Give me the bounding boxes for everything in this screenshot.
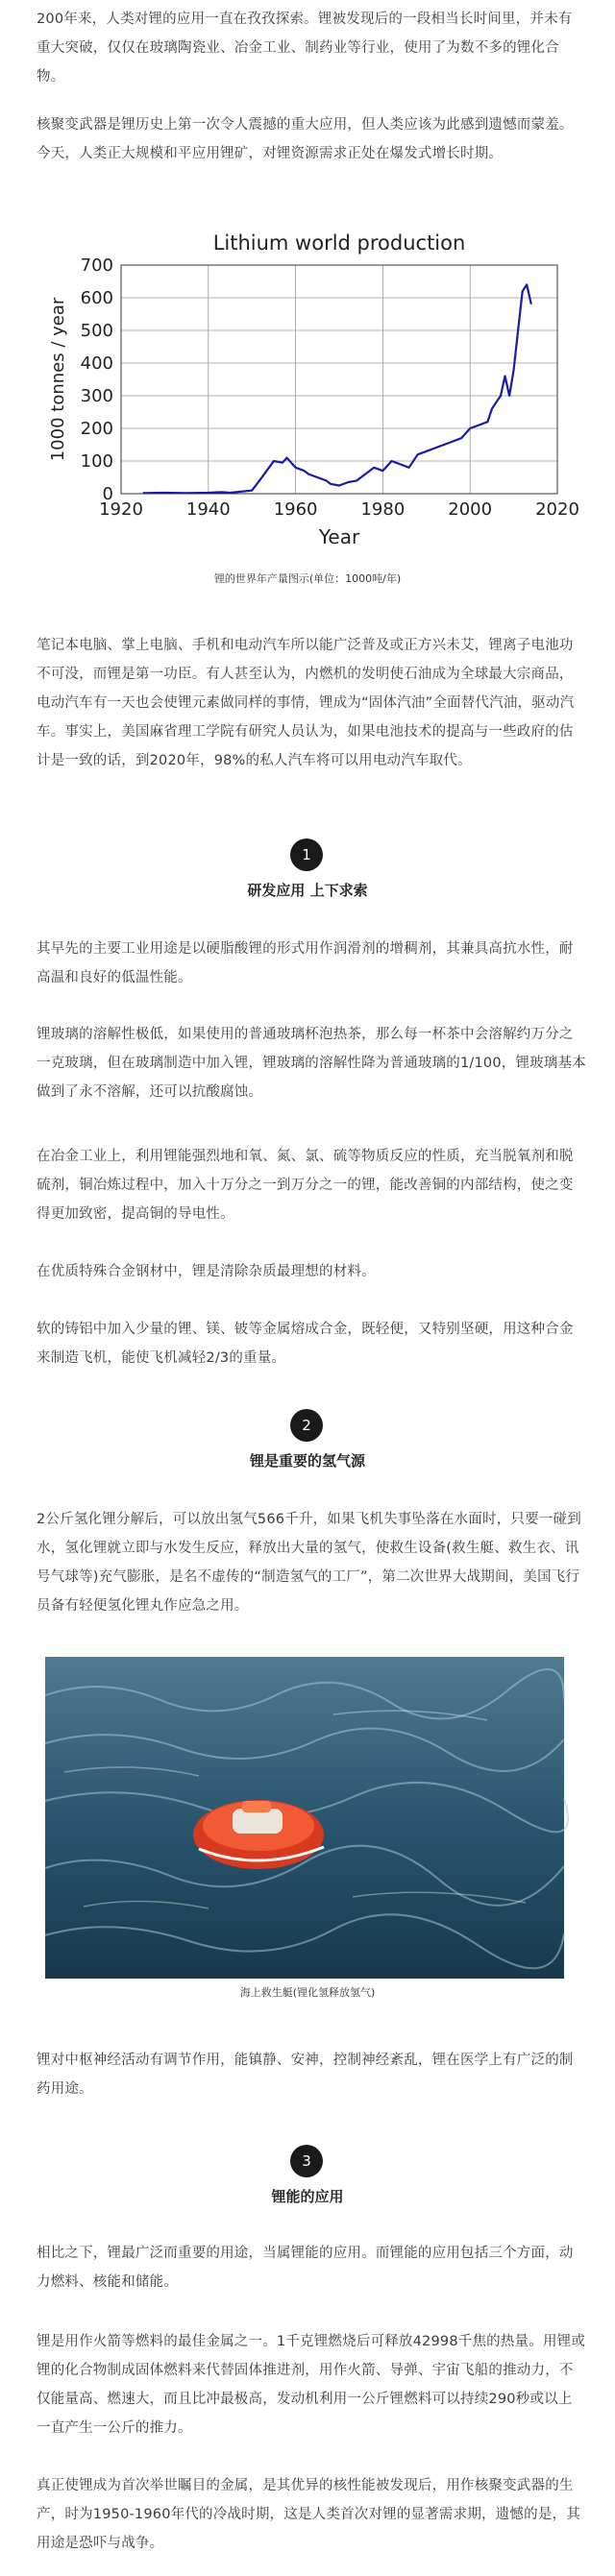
section-number-3-badge: 3 bbox=[290, 2145, 323, 2177]
y-tick-label: 0 bbox=[102, 484, 113, 504]
y-tick-label: 300 bbox=[80, 386, 113, 406]
y-tick-label: 400 bbox=[80, 353, 113, 374]
paragraph-hydrogen: 2公斤氢化锂分解后，可以放出氢气566千升，如果飞机失事坠落在水面时，只要一碰到水，氢化锂就立即与水发生反应，释放出大量的氢气，使救生设备(救生艇、救生衣、讯号气球等)充气膨胀，是名不虚传的“制造氢气的工厂”，第二次世界大战期间，美国飞行员备有轻便氢化锂丸作应急之用。 bbox=[37, 1511, 581, 1614]
lithium-production-chart bbox=[46, 227, 579, 563]
x-tick-label: 1920 bbox=[99, 499, 143, 520]
paragraph-medicine: 锂对中枢神经活动有调节作用，能镇静、安神，控制神经紊乱，锂在医学上有广泛的制药用途。 bbox=[37, 2052, 574, 2097]
section-number-1-badge: 1 bbox=[290, 838, 323, 871]
paragraph-alloy-steel: 在优质特殊合金钢材中，锂是清除杂质最理想的材料。 bbox=[37, 1263, 376, 1279]
chart-caption: 锂的世界年产量图示(单位：1000吨/年) bbox=[213, 572, 402, 585]
chart-title: Lithium world production bbox=[212, 231, 466, 255]
section-2-title: 锂是重要的氢气源 bbox=[249, 1452, 365, 1470]
production-series-line bbox=[143, 284, 531, 493]
y-tick-label: 200 bbox=[80, 419, 113, 439]
x-axis-label: Year bbox=[318, 525, 360, 548]
paragraph-lubricant: 其早先的主要工业用途是以硬脂酸锂的形式用作润滑剂的增稠剂，其兼具高抗水性，耐高温和良好的低温性能。 bbox=[37, 940, 574, 985]
y-tick-label: 500 bbox=[80, 321, 113, 341]
paragraph-nuclear: 真正使锂成为首次举世瞩目的金属，是其优异的核性能被发现后，用作核聚变武器的生产，时为1950-1960年代的冷战时期，这是人类首次对锂的显著需求期，遗憾的是，其用途是恐吓与战争。 bbox=[37, 2477, 580, 2551]
section-3-title: 锂能的应用 bbox=[271, 2188, 344, 2205]
paragraph-lithium-energy: 相比之下，锂最广泛而重要的用途，当属锂能的应用。而锂能的应用包括三个方面，动力燃料、核能和储能。 bbox=[37, 2245, 574, 2290]
intro-paragraph-2: 核聚变武器是锂历史上第一次令人震撼的重大应用，但人类应该为此感到遗憾而蒙羞。今天，人类正大规模和平应用锂矿，对锂资源需求正处在爆发式增长时期。 bbox=[37, 116, 574, 161]
y-tick-label: 700 bbox=[80, 255, 113, 276]
life-raft-photo bbox=[45, 1657, 564, 1979]
section-1-title: 研发应用 上下求索 bbox=[247, 882, 368, 899]
intro-paragraph-1: 200年来，人类对锂的应用一直在孜孜探索。锂被发现后的一段相当长时间里，并未有重大突破，仅仅在玻璃陶瓷业、冶金工业、制药业等行业，使用了为数不多的锂化合物。 bbox=[37, 11, 573, 85]
paragraph-glass: 锂玻璃的溶解性极低，如果使用的普通玻璃杯泡热茶，那么每一杯茶中会溶解约万分之一克玻璃，但在玻璃制造中加入锂，锂玻璃的溶解性降为普通玻璃的1/100，锂玻璃基本做到了永不溶解，还可以抗酸腐蚀。 bbox=[37, 1026, 586, 1100]
x-tick-label: 1980 bbox=[360, 499, 406, 520]
paragraph-rocket-fuel: 锂是用作火箭等燃料的最佳金属之一。1千克锂燃烧后可释放42998千焦的热量。用锂或锂的化合物制成固体燃料来代替固体推进剂，用作火箭、导弹、宇宙飞船的推动力，不仅能量高、燃速大，而且比冲最极高，发动机利用一公斤锂燃料可以持续290秒或以上一直产生一公斤的推力。 bbox=[37, 2333, 586, 2436]
x-tick-label: 1960 bbox=[273, 499, 318, 520]
paragraph-aluminum-alloy: 软的铸铝中加入少量的锂、镁、铍等金属熔成合金，既轻便，又特别坚硬，用这种合金来制造飞机，能使飞机减轻2/3的重量。 bbox=[37, 1321, 574, 1366]
paragraph-electric-vehicles: 笔记本电脑、掌上电脑、手机和电动汽车所以能广泛普及或正方兴未艾，锂离子电池功不可没，而锂是第一功臣。有人甚至认为，内燃机的发明使石油成为全球最大宗商品，电动汽车有一天也会使锂元素做同样的事情，锂成为“固体汽油”全面替代汽油，驱动汽车。事实上，美国麻省理工学院有研究人员认为，如果电池技术的提高与一些政府的估计是一致的话，到2020年，98%的私人汽车将可以用电动汽车取代。 bbox=[37, 637, 575, 768]
y-tick-label: 100 bbox=[80, 451, 113, 472]
y-tick-label: 600 bbox=[80, 288, 113, 308]
paragraph-metallurgy: 在冶金工业上，利用锂能强烈地和氧、氮、氯、硫等物质反应的性质，充当脱氧剂和脱硫剂，铜冶炼过程中，加入十万分之一到万分之一的锂，能改善铜的内部结构，使之变得更加致密，提高铜的导电性。 bbox=[37, 1148, 574, 1222]
x-tick-label: 1940 bbox=[185, 499, 231, 520]
plot-frame bbox=[121, 265, 557, 494]
section-number-2-badge: 2 bbox=[290, 1409, 323, 1442]
x-tick-label: 2020 bbox=[535, 499, 579, 520]
x-tick-label: 2000 bbox=[448, 499, 493, 520]
y-axis-label: 1000 tonnes / year bbox=[48, 297, 68, 462]
photo-caption: 海上救生艇(锂化氢释放氢气) bbox=[239, 1986, 376, 1999]
